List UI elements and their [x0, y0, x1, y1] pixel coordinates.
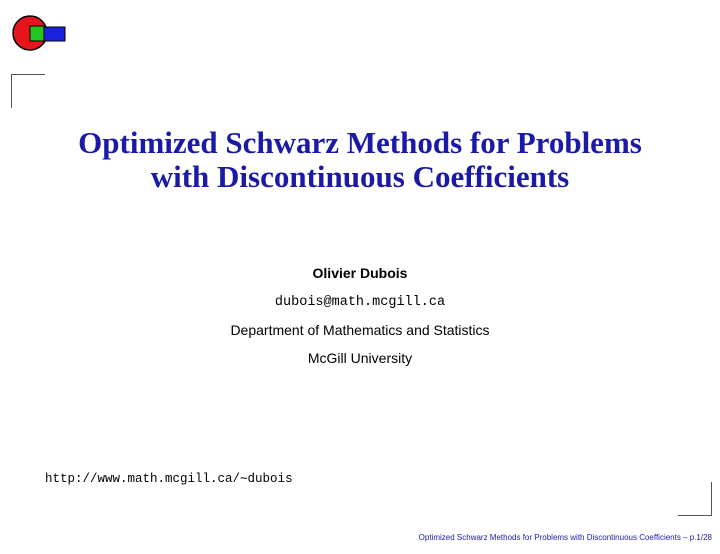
- department: Department of Mathematics and Statistics: [230, 322, 490, 338]
- green-square-icon: [30, 26, 44, 41]
- top-left-corner-mark: [11, 74, 45, 108]
- slide-title: [0, 126, 720, 194]
- university: McGill University: [307, 350, 413, 366]
- bottom-right-corner-mark: [678, 482, 712, 516]
- author-email-link[interactable]: dubois@math.mcgill.ca: [274, 295, 446, 310]
- slide-logo-icon: [10, 13, 70, 53]
- blue-rect-icon: [44, 27, 65, 41]
- author-name: Olivier Dubois: [312, 265, 408, 281]
- title-line-2: with Discontinuous Coefficients: [150, 159, 570, 194]
- homepage-url-link[interactable]: http://www.math.mcgill.ca/∼dubois: [45, 472, 293, 486]
- slide-footer: Optimized Schwarz Methods for Problems with Discontinuous Coefficients – p.1/28: [418, 533, 712, 542]
- title-line-1: Optimized Schwarz Methods for Problems: [78, 125, 642, 160]
